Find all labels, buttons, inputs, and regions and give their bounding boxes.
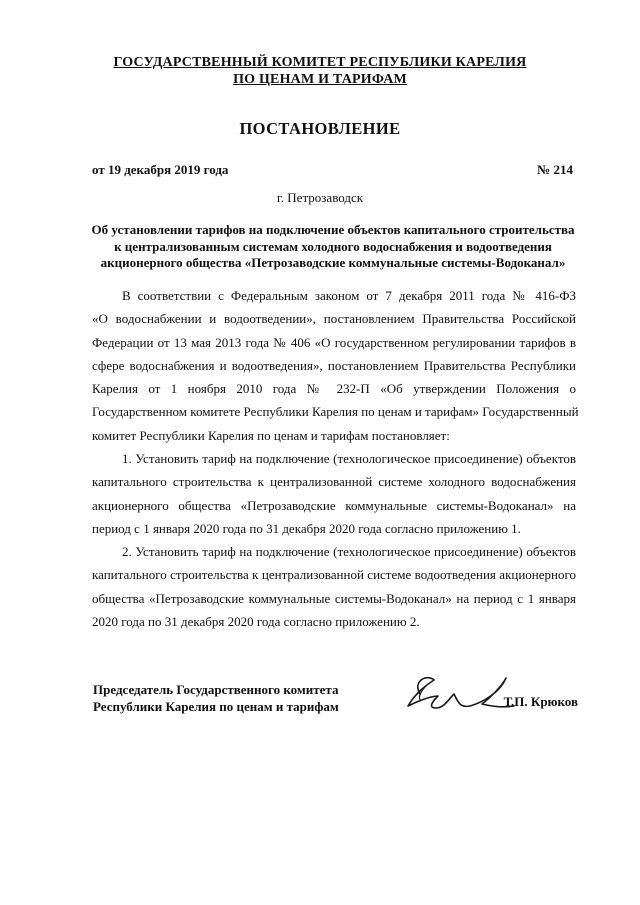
preamble-paragraph <box>92 284 579 447</box>
resolution-item-1 <box>92 447 576 540</box>
paragraph-line: сфере водоснабжения и водоотведения», постановлением Правительства Республики <box>92 357 576 373</box>
signatory-name: Т.П. Крюков <box>503 694 578 709</box>
issuing-authority-line2: ПО ЦЕНАМ И ТАРИФАМ <box>233 72 407 87</box>
signatory-title-line: Председатель Государственного комитета <box>93 682 339 697</box>
subject-line: к централизованным системам холодного водоснабжения и водоотведения <box>114 238 552 254</box>
subject-line: акционерного общества «Петрозаводские коммунальные системы-Водоканал» <box>100 255 566 270</box>
paragraph-line: капитального строительства к централизованной системе холодного водоснабжения <box>92 474 576 490</box>
paragraph-line: Федерации от 13 мая 2013 года № 406 «О государственном регулировании тарифов в <box>92 334 576 350</box>
paragraph-line: «О водоснабжении и водоотведении», постановлением Правительства Российской <box>92 311 576 327</box>
paragraph-line: акционерного общества «Петрозаводские коммунальные системы-Водоканал» на <box>92 497 576 513</box>
document-city: г. Петрозаводск <box>276 190 364 205</box>
paragraph-line: период с 1 января 2020 года по 31 декабря 2020 года согласно приложению 1. <box>92 520 521 536</box>
document-type-title: ПОСТАНОВЛЕНИЕ <box>239 119 401 138</box>
document-subject <box>90 222 576 272</box>
signatory-title <box>93 681 339 715</box>
paragraph-line: общества «Петрозаводские коммунальные системы-Водоканал» на период с 1 января <box>92 590 576 606</box>
issuing-authority-line1: ГОСУДАРСТВЕННЫЙ КОМИТЕТ РЕСПУБЛИКИ КАРЕЛИЯ <box>113 55 527 70</box>
handwritten-signature <box>398 666 516 722</box>
paragraph-line: Государственном комитете Республики Карелия по ценам и тарифам» Государственный <box>92 404 579 420</box>
document-number: № 214 <box>537 162 573 177</box>
paragraph-line: капитального строительства к централизованной системе водоотведения акционерного <box>92 567 576 583</box>
paragraph-line: 1. Установить тариф на подключение (технологическое присоединение) объектов <box>122 451 576 466</box>
paragraph-line: 2. Установить тариф на подключение (технологическое присоединение) объектов <box>122 544 576 559</box>
paragraph-line: 2020 года по 31 декабря 2020 года согласно приложению 2. <box>92 613 420 629</box>
signatory-title-line: Республики Карелия по ценам и тарифам <box>93 699 339 714</box>
paragraph-line: Карелия от 1 ноября 2010 года № 232-П «Об утверждении Положения о <box>92 381 576 397</box>
paragraph-line: В соответствии с Федеральным законом от 7 декабря 2011 года № 416-ФЗ <box>122 288 576 303</box>
resolution-item-2 <box>92 540 576 633</box>
document-date: от 19 декабря 2019 года <box>92 162 229 177</box>
subject-line: Об установлении тарифов на подключение объектов капитального строительства <box>91 222 575 237</box>
paragraph-line: комитет Республики Карелия по ценам и тарифам постановляет: <box>92 427 450 443</box>
